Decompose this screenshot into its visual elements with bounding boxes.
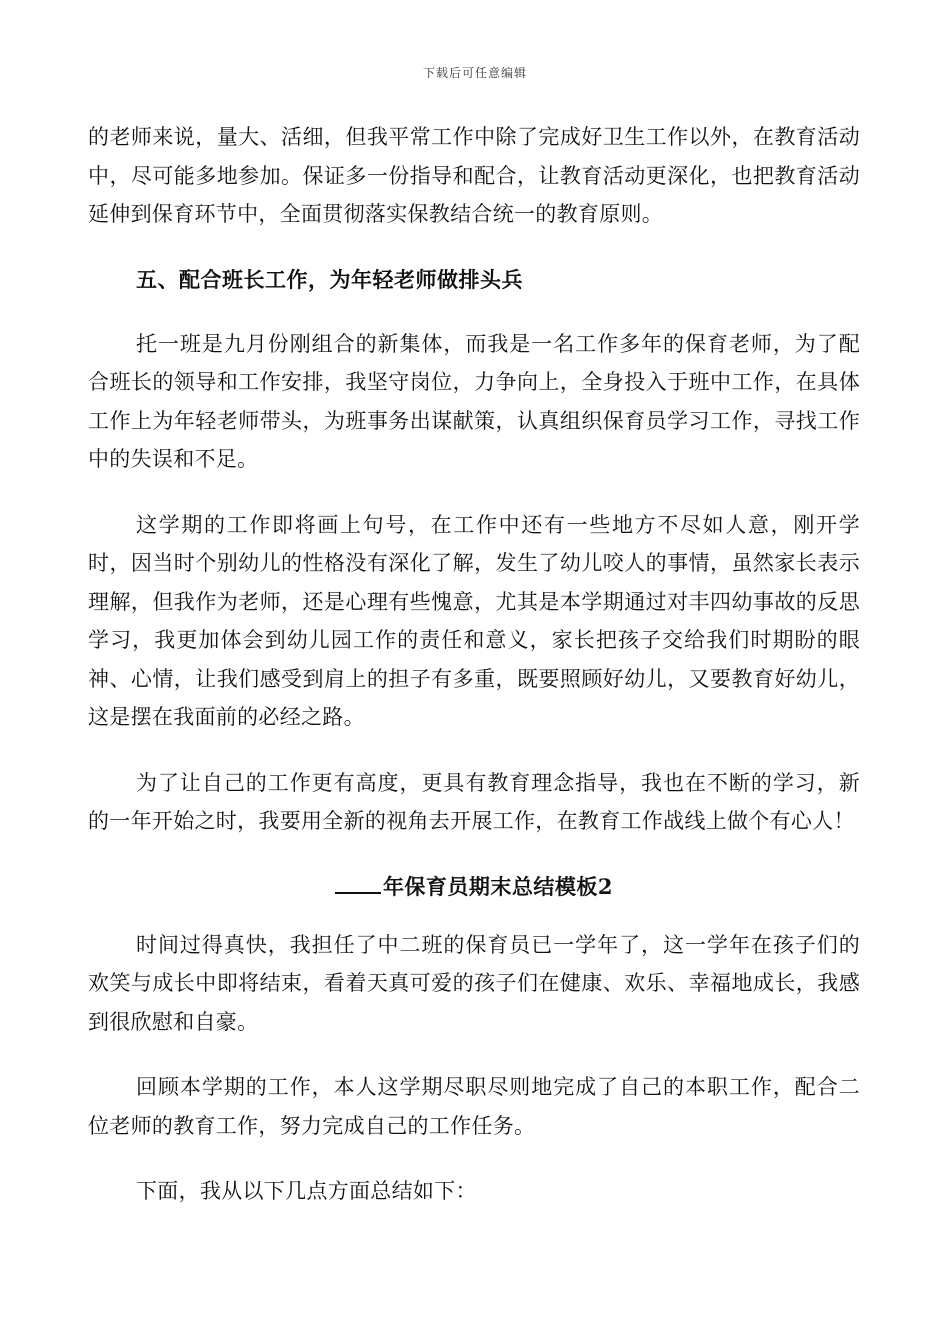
year-blank-line [335,874,381,894]
header-note: 下载后可任意编辑 [422,66,527,80]
template-title [88,868,860,906]
paragraph-continued: 的老师来说，量大、活细，但我平常工作中除了完成好卫生工作以外，在教育活动中，尽可能多地参加。保证多一份指导和配合，让教育活动更深化，也把教育活动延伸到保育环节中，全面贯彻落实保教结合统一的教育原则。 [88,125,860,226]
paragraph-reflection: 这学期的工作即将画上句号，在工作中还有一些地方不尽如人意，刚开学时，因当时个别幼儿的性格没有深化了解，发生了幼儿咬人的事情，虽然家长表示理解，但我作为老师，还是心理有些愧意，尤其是本学期通过对丰四幼事故的反思学习，我更加体会到幼儿园工作的责任和意义，家长把孩子交给我们时期盼的眼神、心情，让我们感受到肩上的担子有多重，既要照顾好幼儿，又要教育好幼儿，这是摆在我面前的必经之路。 [88,512,860,729]
paragraph-summary-lead: 下面，我从以下几点方面总结如下： [136,1179,477,1203]
paragraph-review: 回顾本学期的工作，本人这学期尽职尽则地完成了自己的本职工作，配合二位老师的教育工作，努力完成自己的工作任务。 [88,1075,860,1138]
section-heading-5: 五、配合班长工作，为年轻老师做排头兵 [136,266,523,292]
paragraph-outlook: 为了让自己的工作更有高度，更具有教育理念指导，我也在不断的学习，新的一年开始之时，我要用全新的视角去开展工作，在教育工作战线上做个有心人！ [88,770,860,833]
template-title-text: 年保育员期末总结模板2 [382,873,614,899]
paragraph-class-work: 托一班是九月份刚组合的新集体，而我是一名工作多年的保育老师，为了配合班长的领导和工作安排，我坚守岗位，力争向上，全身投入于班中工作，在具体工作上为年轻老师带头，为班事务出谋献策，认真组织保育员学习工作，寻找工作中的失误和不足。 [88,331,860,471]
document-body [88,118,860,1238]
paragraph-intro: 时间过得真快，我担任了中二班的保育员已一学年了，这一学年在孩子们的欢笑与成长中即将结束，看着天真可爱的孩子们在健康、欢乐、幸福地成长，我感到很欣慰和自豪。 [88,932,860,1034]
